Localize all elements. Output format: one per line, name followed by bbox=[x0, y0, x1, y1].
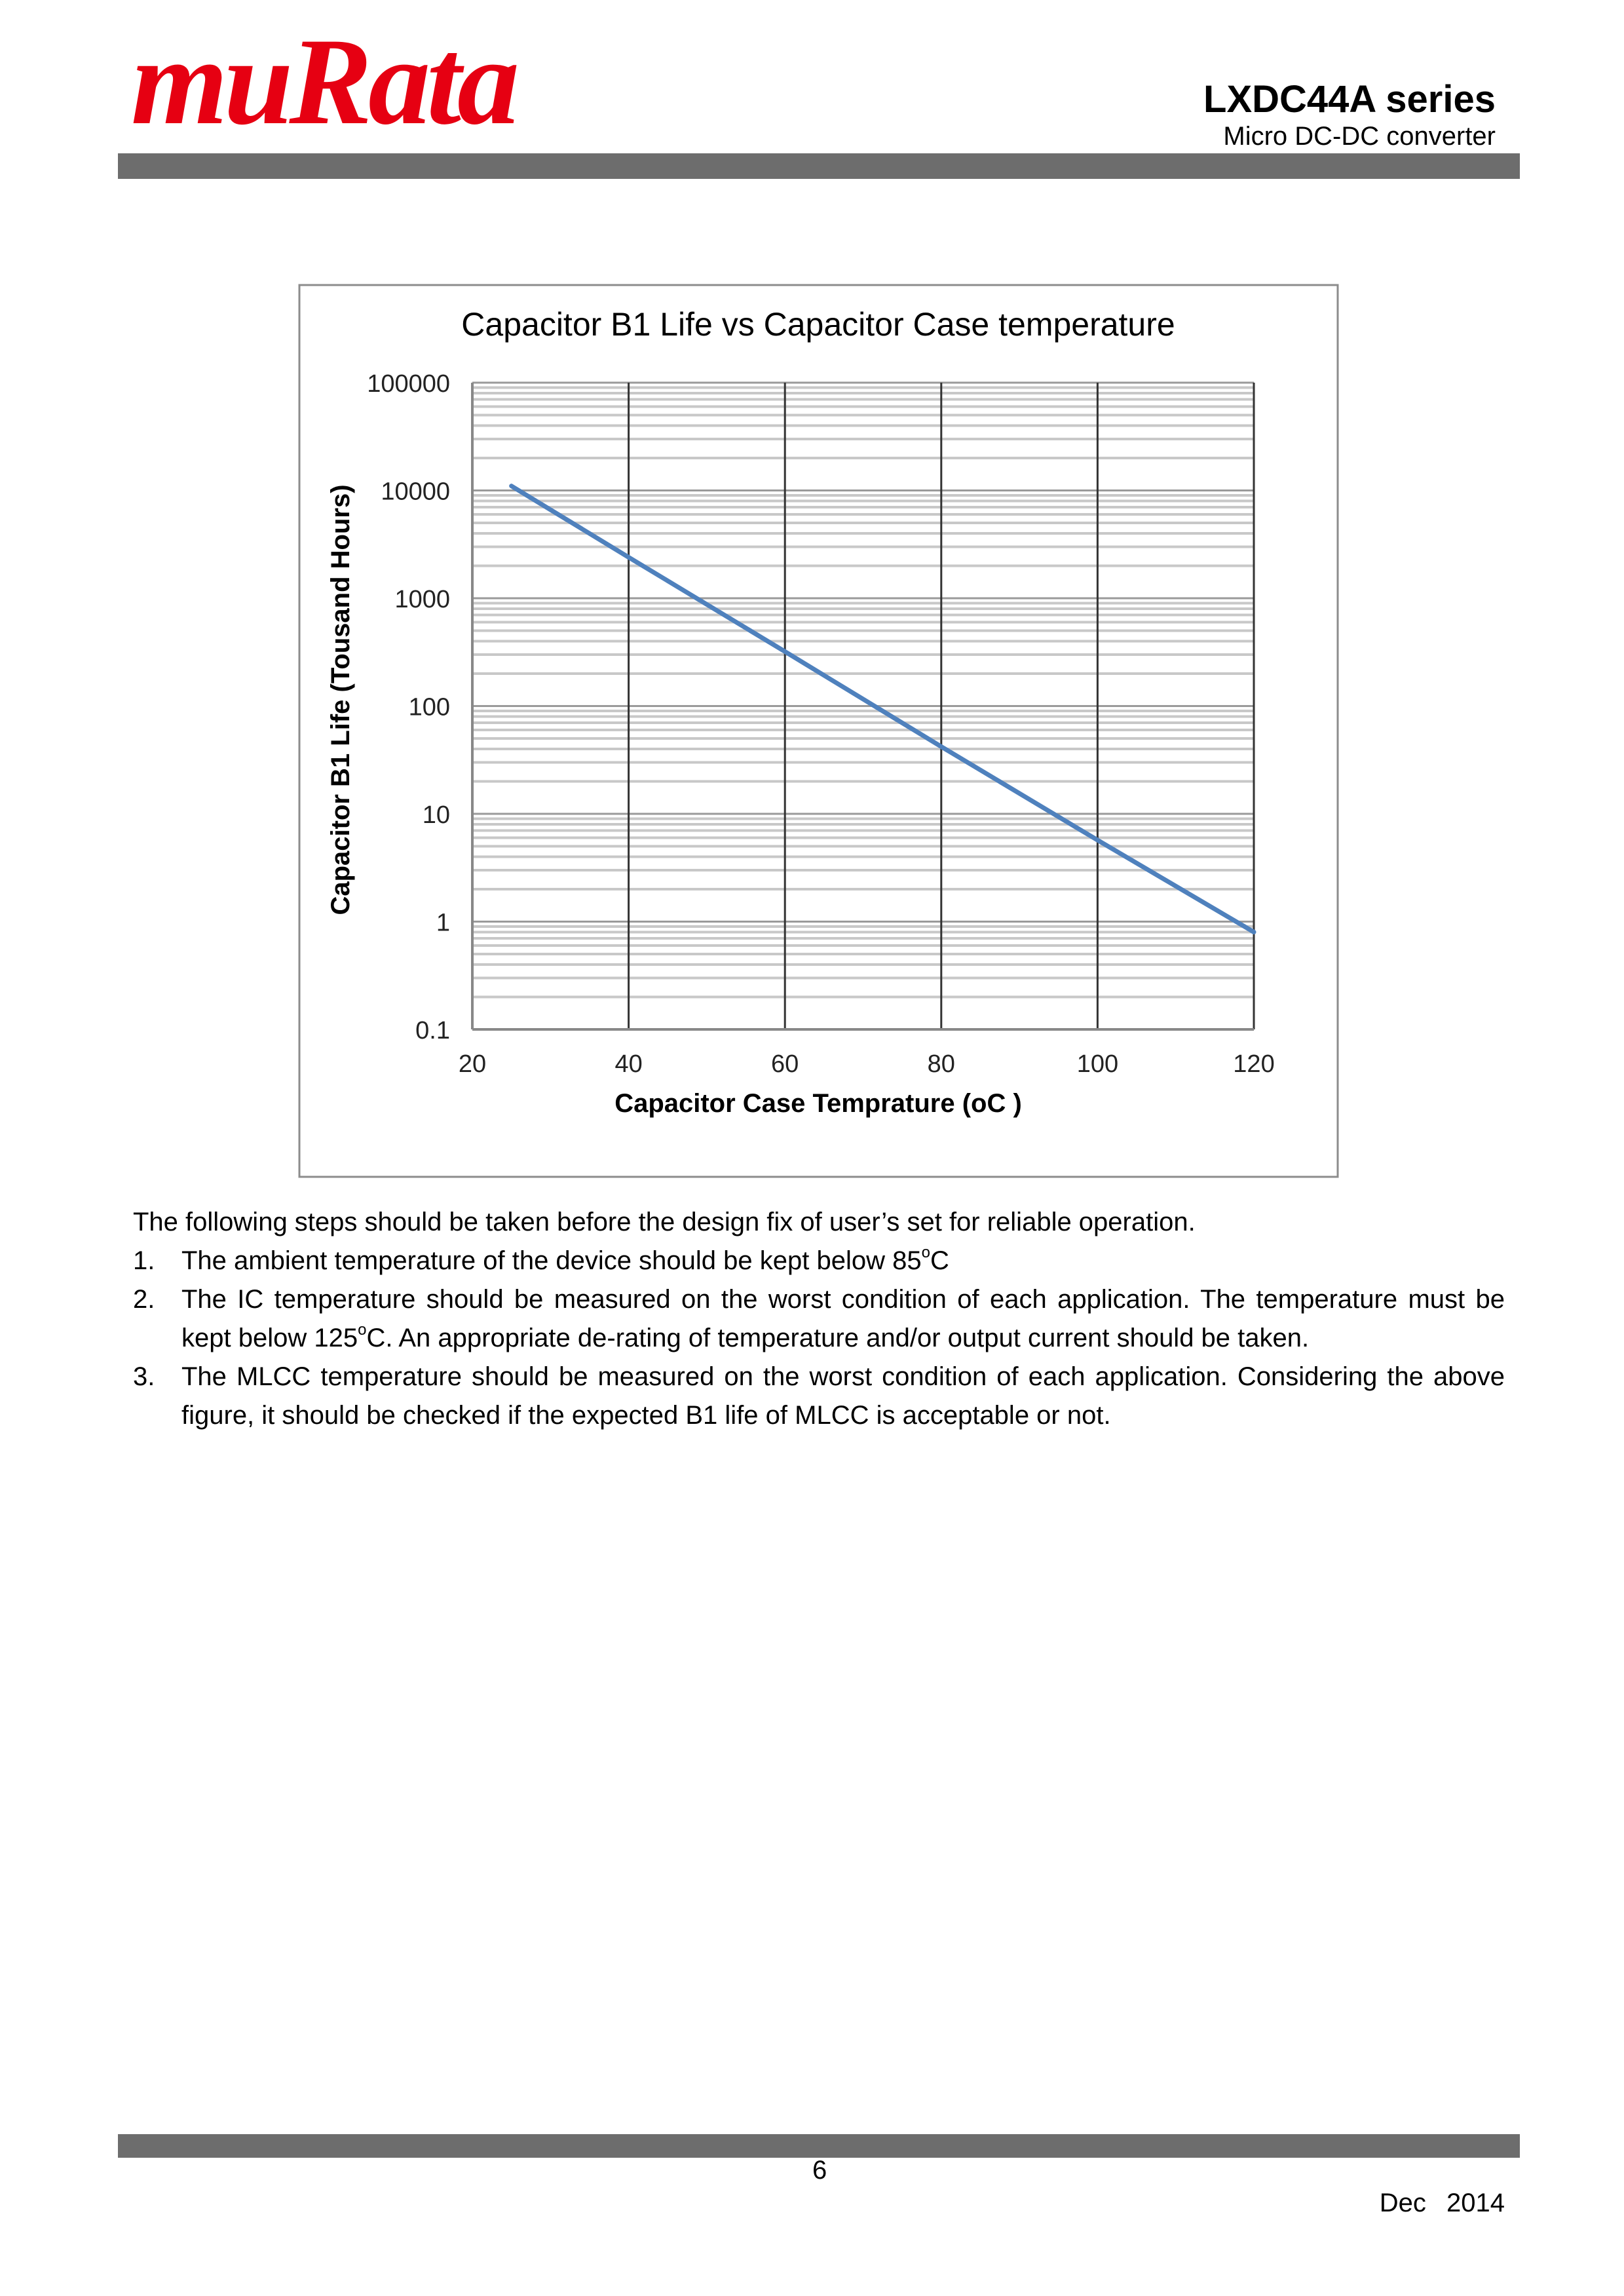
y-tick-label: 100000 bbox=[367, 370, 450, 398]
footer-date: Dec 2014 bbox=[1379, 2189, 1505, 2217]
x-tick-label: 120 bbox=[1233, 1050, 1275, 1078]
chart-title: Capacitor B1 Life vs Capacitor Case temperature bbox=[461, 306, 1175, 343]
list-text bbox=[181, 1280, 1505, 1358]
list-text-part: C. An appropriate de-rating of temperature and/or output current should be taken. bbox=[366, 1324, 1310, 1352]
list-item bbox=[133, 1358, 1505, 1435]
data-point bbox=[510, 485, 513, 488]
data-point bbox=[1096, 839, 1099, 841]
y-tick-label: 1 bbox=[436, 909, 450, 937]
intro-paragraph: The following steps should be taken before the design fix of user’s set for reliable operation. bbox=[133, 1208, 1196, 1236]
list-text-part: C bbox=[930, 1246, 949, 1275]
list-text-part: The IC temperature should be measured on the worst condition of each application. The temperature must be kept below 125 bbox=[181, 1285, 1505, 1352]
degree-superscript: o bbox=[921, 1244, 930, 1261]
y-tick-label: 0.1 bbox=[415, 1017, 450, 1044]
y-tick-label: 10 bbox=[422, 801, 450, 829]
x-tick-label: 100 bbox=[1076, 1050, 1119, 1078]
x-tick-label: 20 bbox=[458, 1050, 487, 1078]
x-axis-label: Capacitor Case Temprature (oC ) bbox=[614, 1089, 1022, 1118]
list-text: The MLCC temperature should be measured on the worst condition of each application. Considering the above figure, it should be checked if the expected B1 life of MLCC is acceptable or not. bbox=[181, 1362, 1505, 1430]
murata-logo: muRata bbox=[131, 13, 516, 151]
data-point bbox=[1253, 930, 1255, 933]
list-text-part: The ambient temperature of the device should be kept below 85 bbox=[181, 1246, 922, 1275]
y-tick-label: 1000 bbox=[394, 586, 450, 613]
y-tick-label: 100 bbox=[408, 693, 450, 721]
data-point bbox=[628, 556, 630, 558]
document-subtitle: Micro DC-DC converter bbox=[1223, 122, 1496, 151]
list-number: 1. bbox=[133, 1246, 155, 1275]
x-tick-label: 60 bbox=[771, 1050, 799, 1078]
x-tick-label: 80 bbox=[927, 1050, 955, 1078]
footer-divider bbox=[118, 2134, 1520, 2158]
x-tick-label: 40 bbox=[614, 1050, 643, 1078]
y-axis-label: Capacitor B1 Life (Tousand Hours) bbox=[326, 484, 355, 915]
document-series-title: LXDC44A series bbox=[1203, 78, 1496, 121]
list-number: 3. bbox=[133, 1362, 155, 1391]
list-item bbox=[133, 1242, 1505, 1280]
list-item bbox=[133, 1280, 1505, 1358]
y-tick-label: 10000 bbox=[381, 478, 450, 506]
page-number: 6 bbox=[812, 2156, 827, 2185]
data-point bbox=[784, 650, 786, 653]
list-text bbox=[181, 1242, 1505, 1280]
list-number: 2. bbox=[133, 1285, 155, 1314]
degree-superscript: o bbox=[358, 1321, 367, 1339]
data-point bbox=[940, 745, 943, 748]
